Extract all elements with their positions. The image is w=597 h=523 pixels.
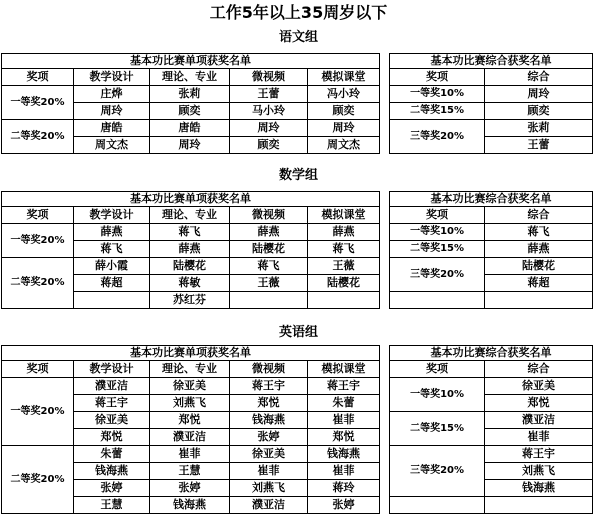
- header-overall: 综合: [485, 361, 593, 378]
- table-cell: [308, 292, 380, 309]
- table-divider: [380, 346, 390, 514]
- table-cell: 濮亚洁: [74, 378, 150, 395]
- table-cell: 濮亚洁: [485, 412, 593, 429]
- table-cell: 庄烨: [74, 86, 150, 103]
- header-overall: 综合: [485, 207, 593, 224]
- table-cell: 王蕾: [485, 137, 593, 154]
- header-design: 教学设计: [74, 69, 150, 86]
- header-theory: 理论、专业: [150, 69, 230, 86]
- overall-awards-header: 基本功比赛综合获奖名单: [390, 192, 593, 207]
- table-cell: 钱海燕: [308, 446, 380, 463]
- table-cell: 陆樱花: [485, 258, 593, 275]
- single-awards-header: 基本功比赛单项获奖名单: [2, 192, 380, 207]
- first-prize-label: 一等奖20%: [2, 378, 74, 446]
- table-cell: 顾奕: [485, 103, 593, 120]
- table-cell: 张莉: [485, 120, 593, 137]
- single-awards-header: 基本功比赛单项获奖名单: [2, 54, 380, 69]
- table-cell: 周文杰: [308, 137, 380, 154]
- english-section-title: 英语组: [278, 325, 318, 340]
- table-cell: 蒋飞: [150, 224, 230, 241]
- table-cell: 周文杰: [74, 137, 150, 154]
- chinese-table: [1, 53, 593, 154]
- overall-award-label: 一等奖10%: [390, 224, 485, 241]
- second-prize-label: 二等奖20%: [2, 120, 74, 154]
- table-cell: 濮亚洁: [150, 429, 230, 446]
- single-awards-header: 基本功比赛单项获奖名单: [2, 346, 380, 361]
- header-simulated: 模拟课堂: [308, 69, 380, 86]
- table-cell: 张婷: [74, 480, 150, 497]
- table-cell: 郑悦: [308, 429, 380, 446]
- table-cell: 刘燕飞: [150, 395, 230, 412]
- table-cell: 马小玲: [230, 103, 308, 120]
- table-cell: 钱海燕: [230, 412, 308, 429]
- table-cell: 薛燕: [308, 224, 380, 241]
- header-design: 教学设计: [74, 361, 150, 378]
- table-cell: 周玲: [308, 120, 380, 137]
- table-cell: 薛燕: [74, 224, 150, 241]
- table-cell: 蒋飞: [230, 258, 308, 275]
- table-cell: 郑悦: [150, 412, 230, 429]
- table-divider: [380, 54, 390, 154]
- table-cell: [390, 292, 485, 309]
- table-cell: 张婷: [230, 429, 308, 446]
- table-cell: 张婷: [308, 497, 380, 514]
- overall-award-label: 二等奖15%: [390, 241, 485, 258]
- table-cell: 崔菲: [485, 429, 593, 446]
- table-cell: 王薇: [308, 258, 380, 275]
- table-cell: 濮亚洁: [230, 497, 308, 514]
- header-award: 奖项: [2, 69, 74, 86]
- table-cell: 钱海燕: [485, 480, 593, 497]
- math-section-title: 数学组: [278, 168, 318, 183]
- table-cell: 蒋王宇: [308, 378, 380, 395]
- table-cell: 刘燕飞: [485, 463, 593, 480]
- table-cell: 郑悦: [230, 395, 308, 412]
- table-cell: 蒋玲: [308, 480, 380, 497]
- table-cell: 薛小霞: [74, 258, 150, 275]
- table-cell: 崔菲: [308, 412, 380, 429]
- table-cell: 陆樱花: [308, 275, 380, 292]
- table-cell: 刘燕飞: [230, 480, 308, 497]
- math-table: [1, 191, 593, 309]
- header-award: 奖项: [2, 207, 74, 224]
- table-cell: 顾奕: [150, 103, 230, 120]
- table-cell: 陆樱花: [230, 241, 308, 258]
- table-cell: 周玲: [150, 137, 230, 154]
- first-prize-label: 一等奖20%: [2, 224, 74, 258]
- table-cell: 周玲: [230, 120, 308, 137]
- header-video: 微视频: [230, 207, 308, 224]
- header-award: 奖项: [390, 207, 485, 224]
- second-prize-label: 二等奖20%: [2, 258, 74, 309]
- table-cell: 唐皓: [150, 120, 230, 137]
- header-simulated: 模拟课堂: [308, 361, 380, 378]
- table-cell: 郑悦: [485, 395, 593, 412]
- table-cell: 徐亚美: [485, 378, 593, 395]
- overall-award-label: 一等奖10%: [390, 86, 485, 103]
- table-cell: 崔菲: [308, 463, 380, 480]
- table-cell: 朱蕾: [308, 395, 380, 412]
- table-cell: 薛燕: [230, 224, 308, 241]
- table-cell: [74, 292, 150, 309]
- table-cell: 蒋超: [74, 275, 150, 292]
- header-award: 奖项: [390, 69, 485, 86]
- table-cell: 蒋王宇: [230, 378, 308, 395]
- overall-award-label: 三等奖20%: [390, 258, 485, 292]
- second-prize-label: 二等奖20%: [2, 446, 74, 514]
- table-cell: 顾奕: [308, 103, 380, 120]
- table-cell: 唐皓: [74, 120, 150, 137]
- table-cell: 钱海燕: [74, 463, 150, 480]
- table-cell: 钱海燕: [150, 497, 230, 514]
- table-cell: 陆樱花: [150, 258, 230, 275]
- table-cell: 张莉: [150, 86, 230, 103]
- header-simulated: 模拟课堂: [308, 207, 380, 224]
- overall-awards-header: 基本功比赛综合获奖名单: [390, 346, 593, 361]
- overall-award-label: 三等奖20%: [390, 120, 485, 154]
- first-prize-label: 一等奖20%: [2, 86, 74, 120]
- table-cell: 蒋王宇: [485, 446, 593, 463]
- table-cell: 郑悦: [74, 429, 150, 446]
- table-cell: 徐亚美: [230, 446, 308, 463]
- overall-awards-header: 基本功比赛综合获奖名单: [390, 54, 593, 69]
- overall-award-label: 三等奖20%: [390, 446, 485, 497]
- overall-award-label: 二等奖15%: [390, 412, 485, 446]
- chinese-section-title: 语文组: [278, 30, 318, 45]
- header-video: 微视频: [230, 69, 308, 86]
- table-cell: 王薇: [230, 275, 308, 292]
- table-cell: 张婷: [150, 480, 230, 497]
- table-cell: 薛燕: [485, 241, 593, 258]
- table-cell: 徐亚美: [150, 378, 230, 395]
- table-cell: 王蕾: [230, 86, 308, 103]
- overall-award-label: 二等奖15%: [390, 103, 485, 120]
- english-table: [1, 345, 593, 514]
- header-theory: 理论、专业: [150, 361, 230, 378]
- table-cell: [485, 292, 593, 309]
- header-theory: 理论、专业: [150, 207, 230, 224]
- table-cell: 崔菲: [150, 446, 230, 463]
- header-video: 微视频: [230, 361, 308, 378]
- table-cell: 蒋飞: [308, 241, 380, 258]
- header-overall: 综合: [485, 69, 593, 86]
- header-award: 奖项: [390, 361, 485, 378]
- table-cell: 蒋王宇: [74, 395, 150, 412]
- table-cell: 朱蕾: [74, 446, 150, 463]
- overall-award-label: 一等奖10%: [390, 378, 485, 412]
- table-cell: 王慧: [150, 463, 230, 480]
- table-cell: [390, 497, 485, 514]
- table-cell: 周玲: [74, 103, 150, 120]
- table-cell: 蒋敏: [150, 275, 230, 292]
- table-divider: [380, 192, 390, 309]
- table-cell: 冯小玲: [308, 86, 380, 103]
- table-cell: 蒋飞: [74, 241, 150, 258]
- table-cell: 蒋超: [485, 275, 593, 292]
- table-cell: 王慧: [74, 497, 150, 514]
- table-cell: [485, 497, 593, 514]
- table-cell: 周玲: [485, 86, 593, 103]
- table-cell: 蒋飞: [485, 224, 593, 241]
- table-cell: 徐亚美: [74, 412, 150, 429]
- table-cell: 苏红芬: [150, 292, 230, 309]
- table-cell: 崔菲: [230, 463, 308, 480]
- page-title: 工作5年以上35周岁以下: [209, 3, 388, 22]
- table-cell: [230, 292, 308, 309]
- table-cell: 顾奕: [230, 137, 308, 154]
- header-award: 奖项: [2, 361, 74, 378]
- header-design: 教学设计: [74, 207, 150, 224]
- table-cell: 薛燕: [150, 241, 230, 258]
